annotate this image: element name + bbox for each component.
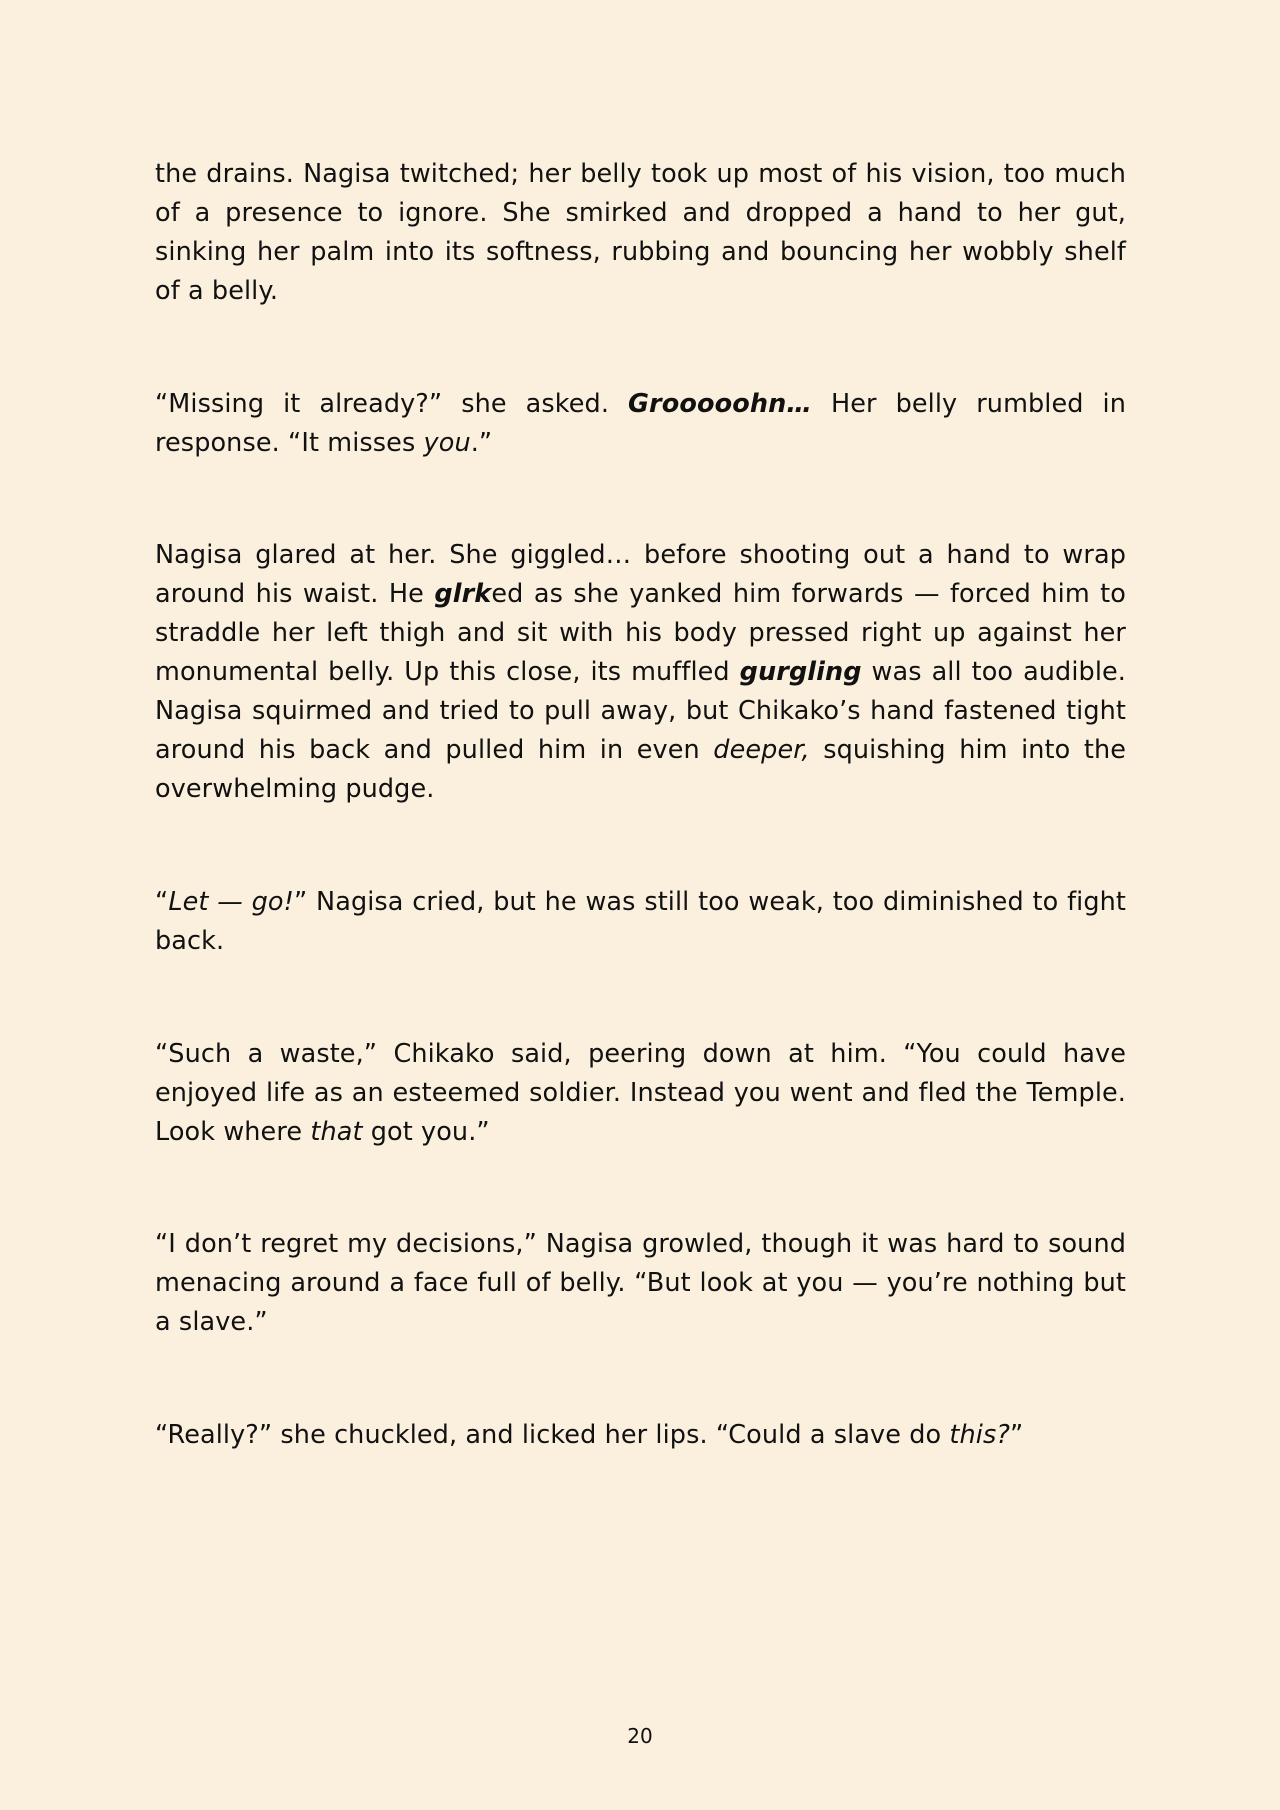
emphasis-text: Grooooohn… [628,389,812,419]
emphasis-text: gurgling [739,657,862,687]
text-run: “ [155,887,169,917]
text-run: ” Nagisa cried, but he was still too weak, too diminished to fight back. [155,887,1126,956]
text-run: ed as she yanked him forwards — forced him to straddle her left thigh and sit with his body pressed right up against her monumental belly. Up this close, its muffled [155,579,1126,687]
paragraph-4 [155,883,1126,961]
paragraph-6 [155,1225,1126,1342]
text-run: “Such a waste,” Chikako said, peering down at him. “You could have enjoyed life as an esteemed soldier. Instead you went and fled the Temple. Look where [155,1039,1126,1147]
text-run: got you.” [362,1117,490,1147]
text-run: .” [470,428,493,458]
paragraph-3 [155,536,1126,809]
emphasis-text: glrk [434,579,492,609]
text-run: Nagisa glared at her. She giggled… before shooting out a hand to wrap around his waist. He [155,540,1126,609]
text-run: “Missing it already?” she asked. [155,389,629,419]
paragraph-5 [155,1035,1126,1152]
emphasis-text: you [423,428,471,458]
text-run: ” [1010,1420,1024,1450]
emphasis-text: deeper, [713,735,810,765]
paragraph-2 [155,385,1126,463]
paragraph-7 [155,1416,1126,1455]
emphasis-text: Let — go! [168,887,294,917]
text-run: “Really?” she chuckled, and licked her lips. “Could a slave do [155,1420,950,1450]
page-number: 20 [627,1724,653,1748]
text-run: “I don’t regret my decisions,” Nagisa growled, though it was hard to sound menacing around a face full of belly. “But look at you — you’re nothing but a slave.” [155,1229,1126,1337]
emphasis-text: that [310,1117,363,1147]
paragraph-1 [155,155,1126,311]
text-run: Her belly rumbled in response. “It misses [155,389,1126,458]
text-run: the drains. Nagisa twitched; her belly took up most of his vision, too much of a presence to ignore. She smirked and dropped a hand to her gut, sinking her palm into its softness, rubbing and bouncing her wobbly shelf of a belly. [155,159,1126,306]
text-run: squishing him into the overwhelming pudge. [155,735,1126,804]
emphasis-text: this? [949,1420,1010,1450]
text-run: was all too audible. Nagisa squirmed and tried to pull away, but Chikako’s hand fastened tight around his back and pulled him in even [155,657,1126,765]
